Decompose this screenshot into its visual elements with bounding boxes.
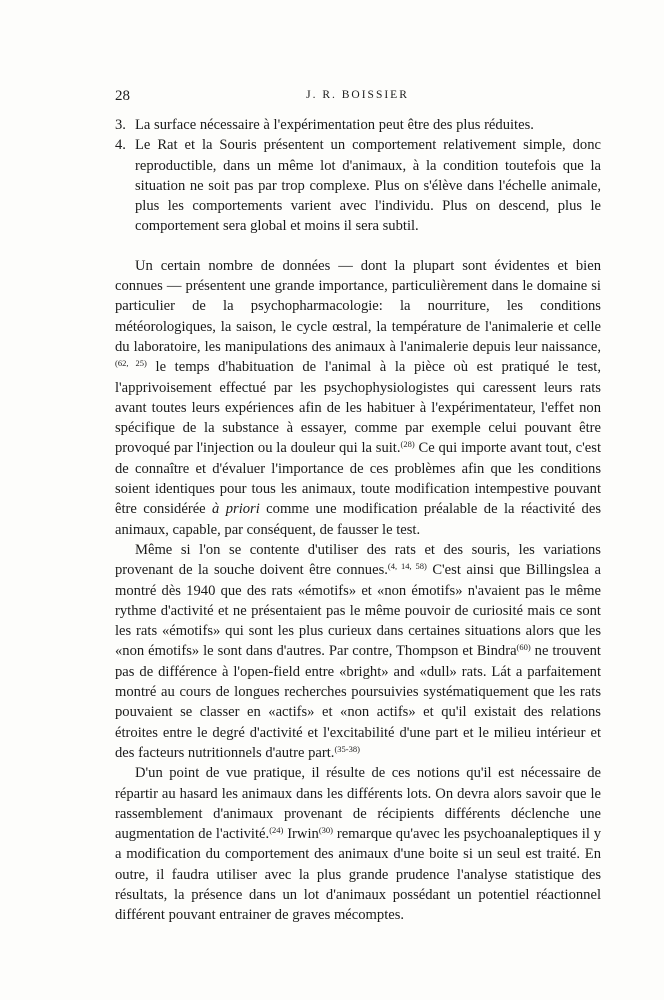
citation-reference: (28) [400,439,415,450]
citation-reference: (24) [269,825,284,836]
text-run: Irwin [283,826,319,843]
list-item-text: Le Rat et la Souris présentent un comportement relativement simple, donc reproductible, dans un même lot d'animaux, à la condition toutefois que la situation ne soit pas par trop complexe. Plus on s'élève dans l'échelle animale, plus les comportements varient avec l'individu. Plus on descend, plus le comportement sera global et moins il sera subtil. [135,137,601,235]
citation-reference: (62, 25) [115,358,147,369]
text-run: le temps d'habituation de l'animal à la pièce où est pratiqué le test, l'apprivoisement effectué par les psychophysiologistes qui caressent leurs rats avant toutes leurs expériences afin de les habituer à l'expérimentateur, l'effet non spécifique de la substance à essayer, comme par exemple celui pouvant être provoqué par l'injection ou la douleur qui la suit. [115,359,601,457]
paragraph-practical-consequences [115,763,601,925]
text-run: comme une modification préalable de la réactivité des animaux, capable, par conséquent, de fausser le test. [115,501,601,538]
text-run: D'un point de vue pratique, il résulte de ces notions qu'il est nécessaire de répartir au hasard les animaux dans les différents lots. On devra alors savoir que le rassemblement d'animaux provenant de récipients différents déclenche une augmentation de l'activité. [115,765,601,843]
citation-reference: (4, 14, 58) [387,561,427,572]
text-run: Ce qui importe avant tout, c'est de connaître et d'évaluer l'importance de ces problèmes afin que les conditions soient identiques pour tous les animaux, toute modification intempestive pouvant être considérée [115,440,601,518]
numbered-list [115,115,601,237]
citation-reference: (35-38) [334,743,360,754]
list-item-number: 3. [115,117,126,133]
paragraph-experimental-factors [115,256,601,540]
page-body [115,115,601,926]
list-item [115,115,601,135]
text-run: remarque qu'avec les psychoanaleptiques il y a modification du comportement des animaux d'une boite si un seul est traité. En outre, il faudra utiliser avec la plus grande prudence l'analyse statistique des résultats, la présence dans un lot d'animaux possédant un potentiel réactionnel différent pouvant entrainer de graves mécomptes. [115,826,602,924]
italic-term: à priori [212,501,260,518]
paragraph-strain-variations [115,540,601,763]
list-item-text: La surface nécessaire à l'expérimentation peut être des plus réduites. [135,117,534,133]
page-header [115,88,600,108]
running-head: J. R. BOISSIER [306,89,409,101]
text-run: ne trouvent pas de différence à l'open-field entre «bright» and «dull» rats. Lát a parfaitement montré au cours de longues recherches poursuivies systématiquement que les rats pouvaient se classer en «actifs» et «non actifs» et qu'il existait des relations étroites entre le degré d'activité et l'excitabilité d'une part et le milieu intérieur et des facteurs nutritionnels d'autre part. [115,643,601,761]
citation-reference: (60) [516,642,531,653]
text-run: Même si l'on se contente d'utiliser des rats et des souris, les variations provenant de la souche doivent être connues. [115,541,601,579]
text-run: C'est ainsi que Billingslea a montré dès 1940 que des rats «émotifs» et «non émotifs» n'avaient pas le même rythme d'activité et ne présentaient pas le même pouvoir de curiosité mais ce sont les rats «émotifs» qui sont les plus curieux dans certaines situations alors que les «non émotifs» le sont dans d'autres. Par contre, Thompson et Bindra [115,562,601,660]
citation-reference: (30) [318,825,333,836]
text-run: Un certain nombre de données — dont la plupart sont évidentes et bien connues — présentent une grande importance, particulièrement dans le domaine si particulier de la psychopharmacologie: la nourriture, les conditions météorologiques, la saison, le cycle œstral, la température de l'animalerie et celle du laboratoire, les manipulations des animaux à l'animalerie depuis leur naissance, [115,257,601,355]
list-item [115,135,601,236]
page-number: 28 [115,88,130,104]
list-item-number: 4. [115,137,126,154]
